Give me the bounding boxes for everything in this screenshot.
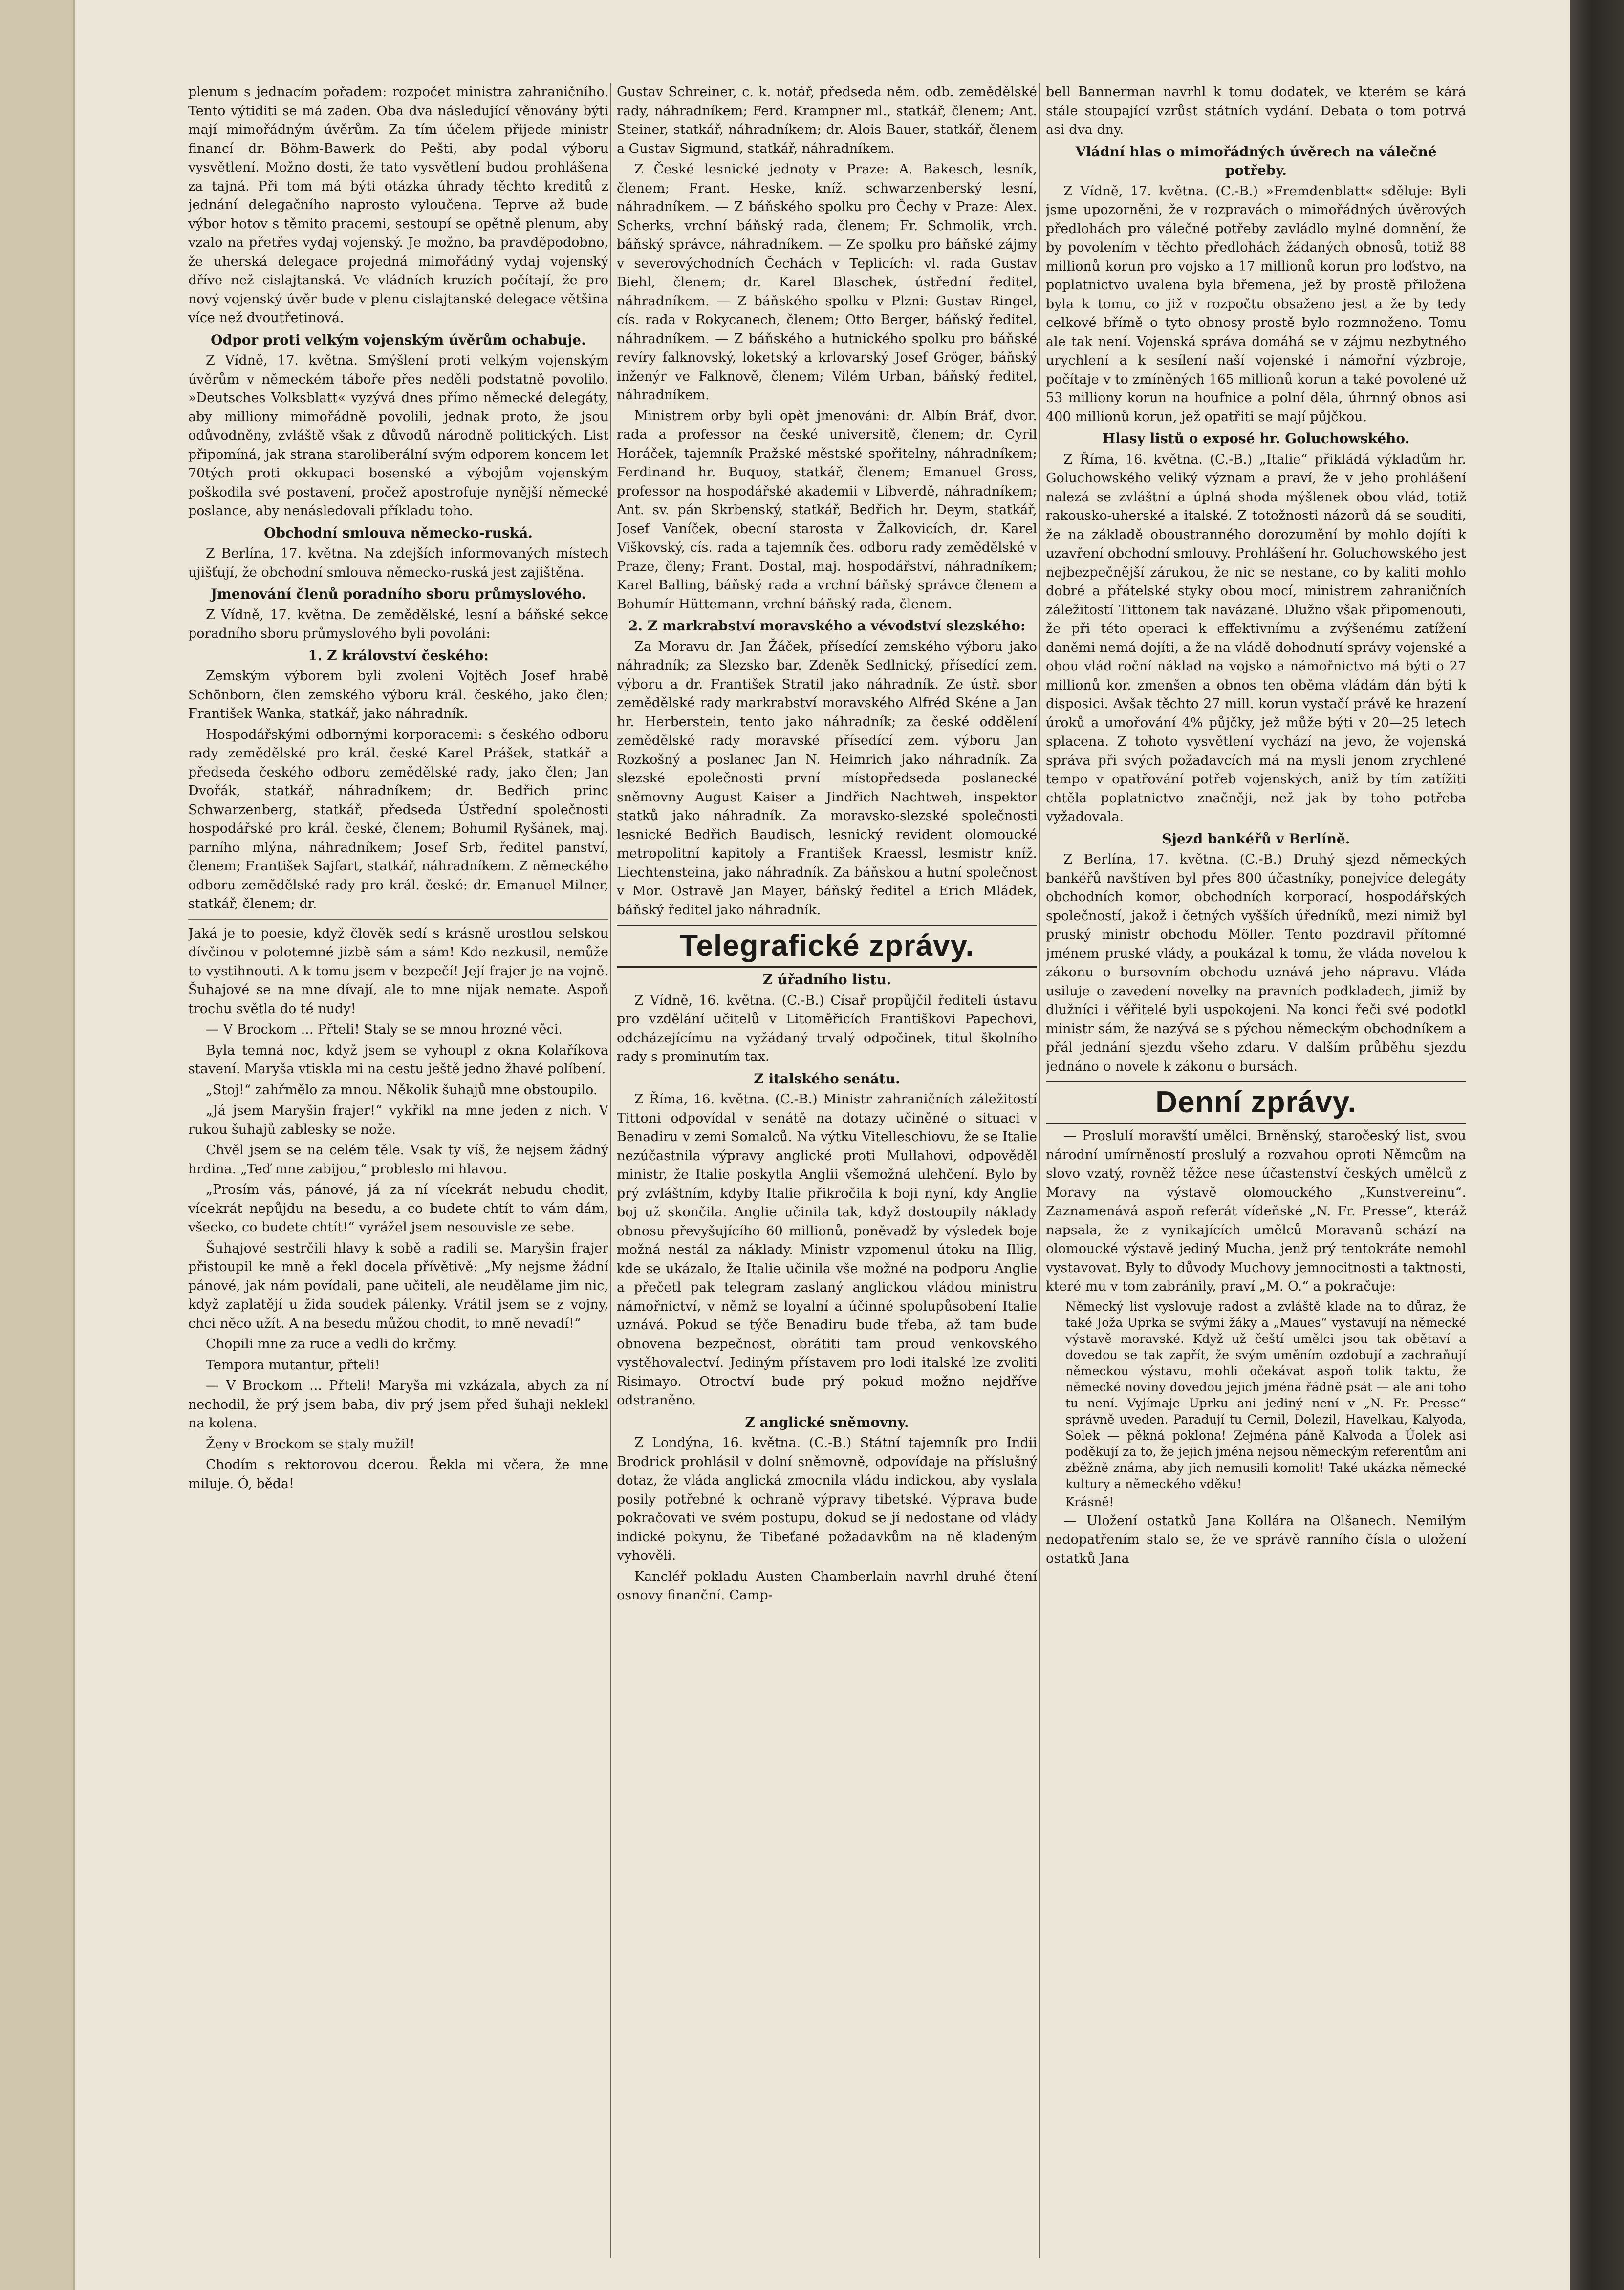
article-text: bell Bannerman navrhl k tomu dodatek, ve kterém se kárá stále stoupající vzrůst státních vydání. Debata o tom potrvá asi dva dny. — [1046, 85, 1466, 137]
feuilleton-text: Chodím s rektorovou dcerou. Řekla mi včera, že mne miluje. Ó, běda! — [188, 1457, 608, 1491]
article-text: Z Říma, 16. května. (C.-B.) Ministr zahraničních záležitostí Tittoni odpovídal v senátě na dotazy učiněné o situaci v Benadiru v zemi Somalců. Na výtku Vitelleschiovu, že se Italie nezúčastnila výpravy anglické proti Mullahovi, odpověděl ministr, že Italie poskytla Anglii všemožná ulehčení. Bylo by prý zvláštním, kdyby Italie přikročila k boji nyní, kdy Anglie boj už skončila. Anglie učinila tak, když dostoupily náklady obnosu převyšujícího 60 millionů, poněvadž by výsledek boje možná nestál za náklady. Ministr vzpomenul útoku na Illig, kde se ukázalo, že Italie učinila vše možné na podporu Anglie a přečetl pak telegram zaslaný anglickou vládou ministru námořnictví, v němž se loyalní a účinné spolupůsobení Italie uznává. Pokud se týče Benadiru bude třeba, až tam bude obnovena bezpečnost, obrátiti tam proud venkovského vystěhovalectví. Jediným přístavem pro lodi italské lze zvoliti Risimayo. Otroctví bude prý pokud možno nejdříve odstraněno. — [617, 1092, 1037, 1408]
feuilleton-text: „Já jsem Maryšin frajer!“ vykřikl na mne jeden z nich. V rukou šuhajů zablesky se nože. — [188, 1103, 608, 1137]
article-text: Z Berlína, 17. května. Na zdejších informovaných místech ujišťují, že obchodní smlouva německo-ruská jest zajištěna. — [188, 546, 608, 580]
feuilleton-text: Byla temná noc, když jsem se vyhoupl z okna Kolaříkova stavení. Maryša vtiskla mi na cestu ještě jedno žhavé políbení. — [188, 1042, 608, 1077]
section-heading: 1. Z království českého: — [308, 647, 489, 664]
article-text: Z Vídně, 17. května. De zemědělské, lesní a báňské sekce poradního sboru průmyslového byli povoláni: — [188, 607, 608, 641]
quoted-block — [1046, 1298, 1466, 1510]
article-text: Z Vídně, 17. května. (C.-B.) »Fremdenblatt« sděluje: Byli jsme upozorněni, že v rozpravách o mimořádných úvěrových předlohách pro válečné potřeby zavládlo mylné domnění, že by povolením v těchto předlohách žádaných obnosů, totiž 88 millionů korun pro vojsko a 17 millionů korun pro loďstvo, na poplatnictvo uvalena byla břemena, jež by prostě přiložena byla k tomu, co již v rozpočtu obsaženo jest a že by tedy celkové břímě o tyto obnosy prostě bylo rozmnoženo. Tomu ale tak není. Vojenská správa domáhá se v zájmu nezbytného urychlení a k sesílení naší vojenské i námořní výzbroje, počítaje v to zmíněných 165 millionů korun a také povolené už 53 milliony korun na houfnice a polní děla, úhrnný obnos asi 400 millionů korun, jež opatřiti se mají půjčkou. — [1046, 183, 1466, 425]
feuilleton-text: Ženy v Brockom se staly mužil! — [206, 1436, 415, 1452]
feuilleton-text: — V Brockom ... Přteli! Staly se se mnou hrozné věci. — [206, 1022, 563, 1037]
column-rule — [610, 83, 611, 2258]
feuilleton-text: „Prosím vás, pánové, já za ní vícekrát nebudu chodit, vícekrát nepůjdu na besedu, a co budete chtít to vám dám, všecko, co budete chtít!“ vyrážel jsem nesouvisle ze sebe. — [188, 1182, 608, 1235]
article-heading: Odpor proti velkým vojenským úvěrům ochabuje. — [211, 331, 586, 348]
column-1 — [188, 83, 608, 2258]
article-text: Za Moravu dr. Jan Žáček, přísedící zemského výboru jako náhradník; za Slezsko bar. Zdeněk Sedlnický, přísedící zem. výboru a dr. František Stratil jako náhradník. Ze ústř. sbor zemědělské rady markrabství moravského Alfréd Skéne a Jan hr. Herberstein, tento jako náhradník; za české oddělení zemědělské rady moravské přísedící zem. výboru Jan Rozkošný a poslanec Jan N. Heimrich jako náhradník. Za slezské epolečnosti první místopředseda poslanecké sněmovny August Kaiser a Jindřich Nachtweh, inspektor statků jako náhradník. Za moravsko-slezské společnosti lesnické Bedřich Baudisch, lesnický revident olomoucké metropolitní kapitoly a František Kraessl, lesmistr kníž. Liechtensteina, jako náhradník. Za báňskou a hutní společnost v Mor. Ostravě Jan Mayer, báňský ředitel a Erich Mládek, báňský ředitel jako náhradník. — [617, 639, 1037, 918]
article-heading: Obchodní smlouva německo-ruská. — [263, 524, 533, 541]
column-3 — [1046, 83, 1466, 2258]
feuilleton-text: Tempora mutantur, přteli! — [206, 1357, 380, 1373]
column-rule — [1039, 83, 1040, 2258]
article-text: Gustav Schreiner, c. k. notář, předseda něm. odb. zemědělské rady, náhradníkem; Ferd. Krampner ml., statkář, členem; Ant. Steiner, statkář, náhradníkem; dr. Alois Bauer, statkář, členem a Gustav Sigmund, statkář, náhradníkem. — [617, 85, 1037, 156]
feuilleton-text: Chopili mne za ruce a vedli do krčmy. — [206, 1337, 457, 1352]
feuilleton-text: Chvěl jsem se na celém těle. Vsak ty víš, že nejsem žádný hrdina. „Teď mne zabijou,“ probleslo mi hlavou. — [188, 1143, 608, 1177]
article-heading: Vládní hlas o mimořádných úvěrech na válečné potřeby. — [1075, 143, 1437, 178]
article-heading: Sjezd bankéřů v Berlíně. — [1162, 830, 1350, 847]
article-text: Zemským výborem byli zvoleni Vojtěch Josef hrabě Schönborn, člen zemského výboru král. českého, jako člen; František Wanka, statkář, jako náhradník. — [188, 669, 608, 721]
article-text: Z Vídně, 17. května. Smýšlení proti velkým vojenským úvěrům v německém táboře přes neděli podstatně povolilo. »Deutsches Volksblatt« vyzývá dnes přímo německé delegáty, aby milliony mimořádně povolili, jednak proto, že jsou odůvodněny, zvláště však z důvodů národně politických. List připomíná, jak strana staroliberální svým odporem koncem let 70tých proti okkupaci bosenské a výbojům vojenským poškodila své postavení, pročež apostrofuje nynější německé poslance, aby nenásledovali příkladu toho. — [188, 353, 608, 518]
section-masthead: Telegrafické zprávy. — [617, 925, 1037, 968]
article-heading: Z anglické sněmovny. — [745, 1414, 909, 1430]
article-text: Hospodářskými odbornými korporacemi: s českého odboru rady zemědělské pro král. české Karel Prášek, statkář a předseda českého odboru zemědělské rady, jako člen; Jan Dvořák, statkář, náhradníkem; dr. Bedřich princ Schwarzenberg, statkář, předseda Ústřední společnosti hospodářské pro král. české, členem; Bohumil Ryšánek, maj. parního mlýna, náhradníkem; Josef Srb, ředitel panství, členem; František Sajfart, statkář, náhradníkem. Z německého odboru zemědělské rady pro král. české: dr. Emanuel Milner, statkář, členem; dr. — [188, 727, 608, 911]
quoted-text: Německý list vyslovuje radost a zvláště klade na to důraz, že také Joža Uprka se svými žáky a „Maues“ vystavují na německé výstavě moravské. Když už čeští umělci jsou tak obětaví a dovedou se tak zapřít, že svým uměním ozdobují a zachraňují německou výstavu, mohli očekávat aspoň tolik taktu, že německé noviny dovedou jejich jména řádně psát — ale ani toho tu není. Vyjímaje Uprku ani jediný není v „N. Fr. Presse“ správně uveden. Paradují tu Cernil, Dolezil, Havelkau, Kalyoda, Solek — pěkná poklona! Zejména páně Kalvoda a Úolek asi poděkují za to, že jejich jména nejsou německým referentům ani zběžně známa, aby jich nemusili komolit! Také ukázka německé kultury a německého vděku! — [1065, 1299, 1466, 1491]
article-heading: Jmenování členů poradního sboru průmyslového. — [210, 586, 586, 602]
article-heading: Z úřadního listu. — [762, 972, 891, 988]
article-heading: Hlasy listů o exposé hr. Goluchowského. — [1102, 431, 1410, 447]
article-text: Kancléř pokladu Austen Chamberlain navrhl druhé čtení osnovy finanční. Camp- — [617, 1569, 1037, 1603]
article-text: Z Vídně, 16. května. (C.-B.) Císař propůjčil řediteli ústavu pro vzdělání učitelů v Litoměřicích Františkovi Papechovi, odcházejícímu na vyžádaný trvalý odpočinek, titul školního rady s prominutím tax. — [617, 993, 1037, 1064]
article-text: plenum s jednacím pořadem: rozpočet ministra zahraničního. Tento výtiditi se má zaden. Oba dva následující věnovány býti mají mimořádným úvěrům. Za tím účelem přijede ministr financí dr. Böhm-Bawerk do Pešti, aby podal výboru vysvětlení. Možno dosti, že tato vysvětlení budou prohlášena za tajná. Při tom má býti otázka úhrady těchto kreditů z jednání delegačního naprosto vyloučena. Teprve až bude výbor hotov s těmito pracemi, sestoupí se opětně plenum, aby vzalo na přetřes vydaj vojenský. Je možno, ba pravděpodobno, že uherská delegace projedná mimořádný vydaj vojenský dříve než cislajtanská. Ve vládních kruzích počítají, že pro nový vojenský úvěr bude v plenu cislajtanské delegace většina více než dvoutřetinová. — [188, 85, 608, 325]
article-text: Z České lesnické jednoty v Praze: A. Bakesch, lesník, členem; Frant. Heske, kníž. schwarzenberský lesní, náhradníkem. — Z báňského spolku pro Čechy v Praze: Alex. Scherks, vrchní báňský rada, členem; Fr. Schmolik, vrch. báňský správce, náhradníkem. — Ze spolku pro báňské zájmy v severovýchodních Čechách v Teplicích: vl. rada Gustav Biehl, členem; dr. Karel Blaschek, ústřední ředitel, náhradníkem. — Z báňského spolku v Plzni: Gustav Ringel, cís. rada v Rokycanech, členem; Otto Berger, báňský ředitel, náhradníkem. — Z báňského a hutnického spolku pro báňské revíry falknovský, loketský a krlovarský Josef Gröger, báňský inženýr ve Falknově, členem; Vilém Urban, báňský ředitel, náhradníkem. — [617, 162, 1037, 403]
section-heading: 2. Z markrabství moravského a vévodství slezského: — [628, 618, 1026, 634]
article-text: Z Říma, 16. května. (C.-B.) „Italie“ přikládá výkladům hr. Goluchowského veliký význam a praví, že v jeho prohlášení nalezá se zvláštní a úplná shoda mýšlenek obou vlád, totiž rakousko-uherské a italské. Z totožnosti názorů dá se souditi, že na základě oboustranného dorozumění by mohlo dojíti k uzavření obchodní smlouvy. Prohlášení hr. Goluchowského jest nejbezpečnější zárukou, že nic se nestane, co by kaliti mohlo dobré a přátelské styky obou mocí, ministrem zahraničních záležitostí Tittonem tak navázané. Dlužno však připomenouti, že při této operaci k effektivnímu a zvýšenému zatížení daněmi nemá dojíti, a že na vládě dohodnutí správy vojenské a obou vlád roční náklad na vojsko a námořnictvo má býti o 27 millionů kor. zmenšen a obnos ten oběma vládám dán býti k disposici. Avšak těchto 27 mill. korun vystačí právě ke hrazení úroků a umořování 4% půjčky, jež může býti v 20—25 letech splacena. Z tohoto vysvětlení vychází na jevo, že vojenská správa při svých požadavcích má na mysli jenom zrychlené tempo v opatřování potřeb vojenských, aniž by tím zatížiti chtěla poplatnictvo značněji, než jak by toho potřeba vyžadovala. — [1046, 452, 1466, 824]
quoted-signature: Krásně! — [1065, 1494, 1114, 1509]
article-text: — Proslulí moravští umělci. Brněnský, staročeský list, svou národní umírněností proslulý a rozvahou oproti Němcům na slovo vzatý, rovněž těžce nese účastenství českých umělců z Moravy na výstavě olomouckého „Kunstvereinu“. Zaznamenává aspoň referát vídeňské „N. Fr. Presse“, kteráž napsala, že z vynikajících umělců Moravanů schází na olomoucké výstavě jediný Mucha, jenž prý tentokráte nemohl vystavovat. Byly to důvody Muchovy jemnocitnosti a taktnosti, které mu v tom zabránily, praví „M. O.“ a pokračuje: — [1046, 1128, 1466, 1294]
feuilleton-text: Jaká je to poesie, když člověk sedí s krásně urostlou selskou dívčinou v polotemné jizbě sám a sám! Kdo nezkusil, nemůže to vystihnouti. A k tomu jsem v bezpečí! Její frajer je na vojně. Šuhajové se na mne dívají, ale to mne nijak nemate. Aspoň trochu světla do té nudy! — [188, 926, 608, 1016]
article-text: — Uložení ostatků Jana Kollára na Olšanech. Nemilým nedopatřením stalo se, že ve správě ranního čísla o uložení ostatků Jana — [1046, 1513, 1466, 1566]
binding-edge — [1570, 0, 1624, 2290]
feuilleton-divider — [188, 919, 608, 920]
article-text: Ministrem orby byli opět jmenováni: dr. Albín Bráf, dvor. rada a professor na české universitě, členem; dr. Cyril Horáček, tajemník Pražské městské spořitelny, náhradníkem; Ferdinand hr. Buquoy, statkář, členem; Emanuel Gross, professor na hospodářské akademii v Libverdě, náhradníkem; Ant. sv. pán Skrbenský, statkář, Bedřich hr. Deym, statkář, Josef Vaníček, obecní starosta v Žalkovicích, dr. Karel Viškovský, cís. rada a tajemník čes. odboru rady zemědělské v Praze, členy; Frant. Dostal, maj. hospodářství, náhradníkem; Karel Balling, báňský rada a vrchní báňský správce členem a Bohumír Hüttemann, vrchní báňský rada, členem. — [617, 408, 1037, 612]
section-masthead: Denní zprávy. — [1046, 1081, 1466, 1124]
column-2 — [617, 83, 1037, 2258]
article-text: Z Londýna, 16. května. (C.-B.) Státní tajemník pro Indii Brodrick prohlásil v dolní sněmovně, odpovídaje na příslušný dotaz, že vláda anglická zmocnila vládu indickou, aby vyslala posily potřebné k ochraně výpravy tibetské. Výprava bude pokračovati ve svém postupu, dokud se jí nedostane od vlády indické pokynu, že Tibeťané požadavkům na ně kladeným vyhověli. — [617, 1435, 1037, 1563]
feuilleton-text: „Stoj!“ zahřmělo za mnou. Několik šuhajů mne obstoupilo. — [206, 1082, 598, 1098]
feuilleton-text: — V Brockom ... Přteli! Maryša mi vzkázala, abych za ní nechodil, že prý jsem baba, div prý jsem před šuhaji neklekl na kolena. — [188, 1378, 608, 1431]
article-heading: Z italského senátu. — [754, 1070, 900, 1087]
feuilleton-text: Šuhajové sestrčili hlavy k sobě a radili se. Maryšin frajer přistoupil ke mně a řekl docela přívětivě: „My nejsme žádní pánové, jak nám povídali, pane učiteli, ale neudělame jim nic, když zaplatějí u žida soudek pálenky. Vrátil jsem se z vojny, chci něco užít. A na besedu můžou chodit, to mně nevadí!“ — [188, 1240, 608, 1331]
article-text: Z Berlína, 17. května. (C.-B.) Druhý sjezd německých bankéřů navštíven byl přes 800 účastníky, ponejvíce delegáty obchodních komor, obchodních korporací, hospodářských společností, jakož i četných vyšších úředníků, mezi nimiž byl pruský ministr obchodu Möller. Tento pozdravil přítomné jménem pruské vlády, a poukázal k tomu, že vláda novelou k zákonu o bursovním obchodu uznává jeho nápravu. Vláda usiluje o zavedení novelky na pravních podkladech, jimiž by dlužníci i věřitelé byli uspokojeni. Na konci řeči své podotkl ministr sám, že nazývá se s pýchou německým obchodníkem a přál jednání sjezdu všeho zdaru. V dalším průběhu sjezdu jednáno o novele k zákonu o bursách. — [1046, 852, 1466, 1074]
